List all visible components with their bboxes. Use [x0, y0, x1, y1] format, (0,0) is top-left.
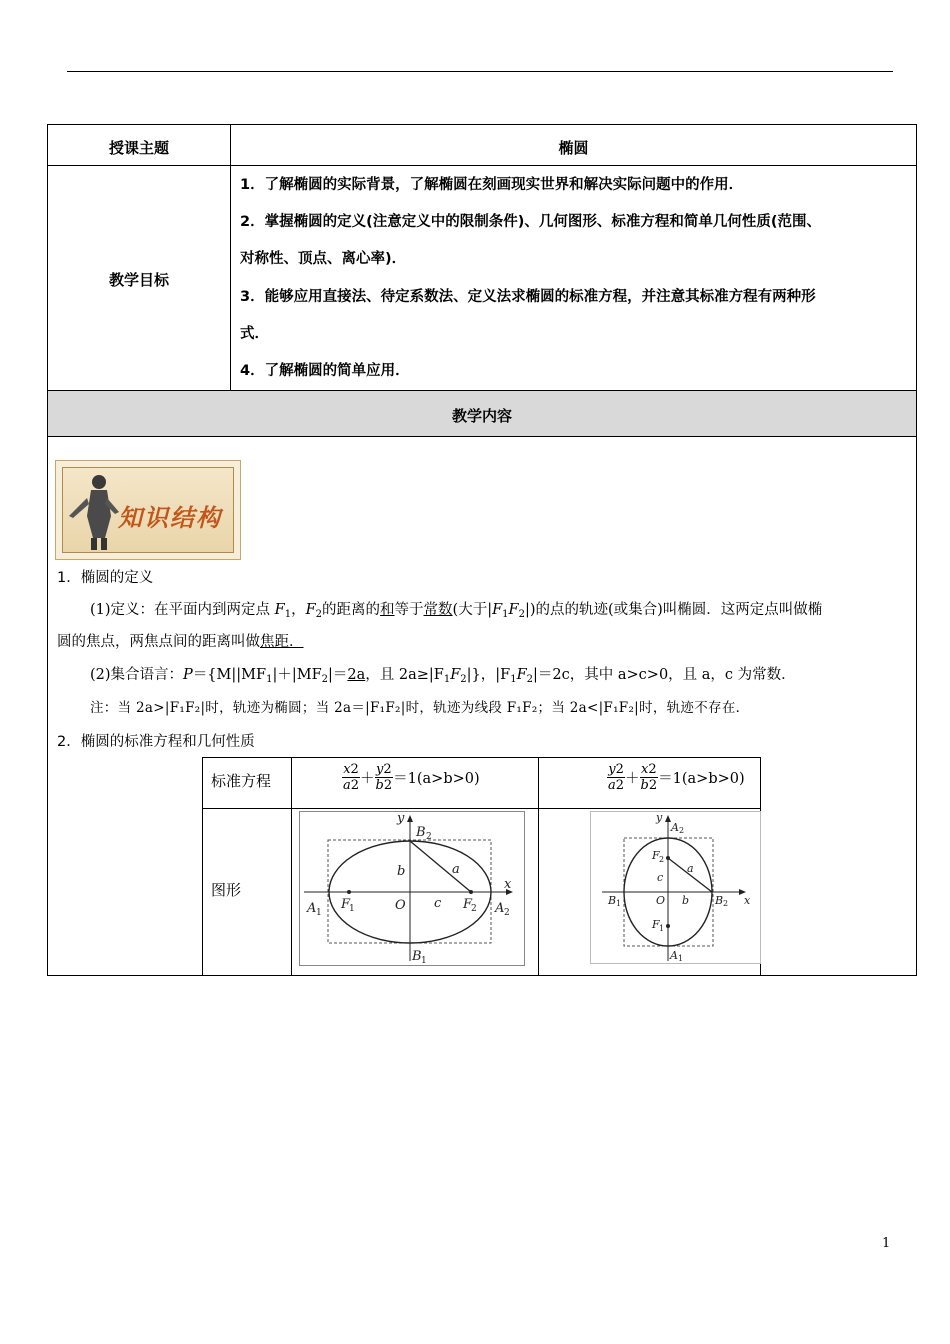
equation-vertical: $\frac{y2}{a2}$ ＋ $\frac{x2}{b2}$ ＝1(a>b>0) — [608, 762, 745, 793]
goal-line: 2．掌握椭圆的定义(注意定义中的限制条件)、几何图形、标准方程和简单几何性质(范围、 — [240, 214, 821, 230]
topic-label: 授课主题 — [108, 139, 169, 157]
page-number: 1 — [882, 1236, 891, 1251]
svg-text:A: A — [307, 901, 317, 916]
knowledge-structure-banner — [55, 460, 241, 560]
row-label-figure: 图形 — [211, 881, 242, 899]
svg-text:a: a — [452, 862, 460, 877]
svg-text:1: 1 — [421, 956, 427, 966]
set-language-line: (2)集合语言：$P=\{M||MF_1|+|MF_2|=2a$，且 $2a\ge|F_1F_2|$}，$|F_1F_2|=2c$，其中 a>c>0，且 a，c 为常数． — [90, 667, 796, 685]
svg-text:O: O — [656, 894, 666, 907]
goal-line: 式． — [240, 326, 269, 342]
svg-text:B: B — [608, 894, 617, 907]
topic-value: 椭圆 — [558, 139, 589, 157]
svg-text:A: A — [670, 949, 678, 962]
goal-line: 1．了解椭圆的实际背景，了解椭圆在刻画现实世界和解决实际问题中的作用． — [240, 177, 744, 193]
svg-text:F: F — [652, 849, 660, 862]
warrior-figure-icon — [65, 468, 125, 552]
header-rule — [67, 71, 893, 72]
svg-text:x: x — [744, 894, 751, 907]
equation-horizontal: $\frac{x2}{a2}$ ＋ $\frac{y2}{b2}$ ＝1(a>b>0) — [343, 762, 480, 793]
svg-text:F: F — [652, 918, 660, 931]
svg-text:x: x — [504, 877, 512, 892]
svg-text:y: y — [656, 811, 663, 824]
svg-text:1: 1 — [678, 954, 684, 963]
svg-text:c: c — [657, 871, 664, 884]
vertical-ellipse-figure — [590, 811, 761, 964]
definition-line-1: (1)定义：在平面内到两定点 $F_1$，$F_2$的距离的和等于常数(大于$|F_1F_2|$)的点的轨迹(或集合)叫椭圆．这两定点叫做椭 — [90, 602, 823, 620]
row-label-equation: 标准方程 — [211, 772, 272, 790]
svg-text:A: A — [495, 901, 505, 916]
svg-text:B: B — [412, 949, 422, 964]
svg-text:F: F — [463, 897, 473, 912]
banner-title: 知识结构 — [118, 503, 222, 532]
note-line: 注：当 2a>|F₁F₂|时，轨迹为椭圆；当 2a＝|F₁F₂|时，轨迹为线段 F₁F₂；当 2a<|F₁F₂|时，轨迹不存在． — [90, 700, 750, 716]
svg-text:1: 1 — [616, 899, 622, 908]
svg-text:y: y — [397, 811, 405, 826]
section2-title: 2．椭圆的标准方程和几何性质 — [57, 734, 255, 750]
svg-text:A: A — [671, 821, 679, 834]
svg-text:2: 2 — [723, 899, 729, 908]
svg-text:2: 2 — [659, 855, 665, 864]
svg-text:2: 2 — [504, 908, 510, 918]
svg-text:a: a — [687, 862, 694, 875]
content-label: 教学内容 — [451, 407, 512, 425]
svg-text:B: B — [715, 894, 724, 907]
svg-text:2: 2 — [679, 826, 685, 835]
svg-text:B: B — [416, 825, 426, 840]
svg-text:b: b — [397, 864, 406, 879]
svg-text:1: 1 — [349, 904, 355, 914]
section1-title: 1．椭圆的定义 — [57, 570, 154, 586]
goal-line: 4．了解椭圆的简单应用． — [240, 363, 410, 379]
svg-text:2: 2 — [426, 832, 432, 842]
svg-text:1: 1 — [659, 924, 665, 933]
svg-text:b: b — [682, 894, 690, 907]
svg-text:2: 2 — [471, 904, 477, 914]
goal-line: 3．能够应用直接法、待定系数法、定义法求椭圆的标准方程，并注意其标准方程有两种形 — [240, 289, 816, 305]
svg-text:F: F — [341, 897, 351, 912]
svg-text:O: O — [395, 898, 406, 913]
goal-line: 对称性、顶点、离心率)． — [240, 251, 407, 267]
horizontal-ellipse-figure — [299, 811, 525, 966]
definition-line-2: 圆的焦点，两焦点间的距离叫做焦距． — [57, 634, 304, 650]
svg-text:c: c — [434, 896, 442, 911]
svg-text:1: 1 — [316, 908, 322, 918]
goal-label: 教学目标 — [108, 271, 169, 289]
